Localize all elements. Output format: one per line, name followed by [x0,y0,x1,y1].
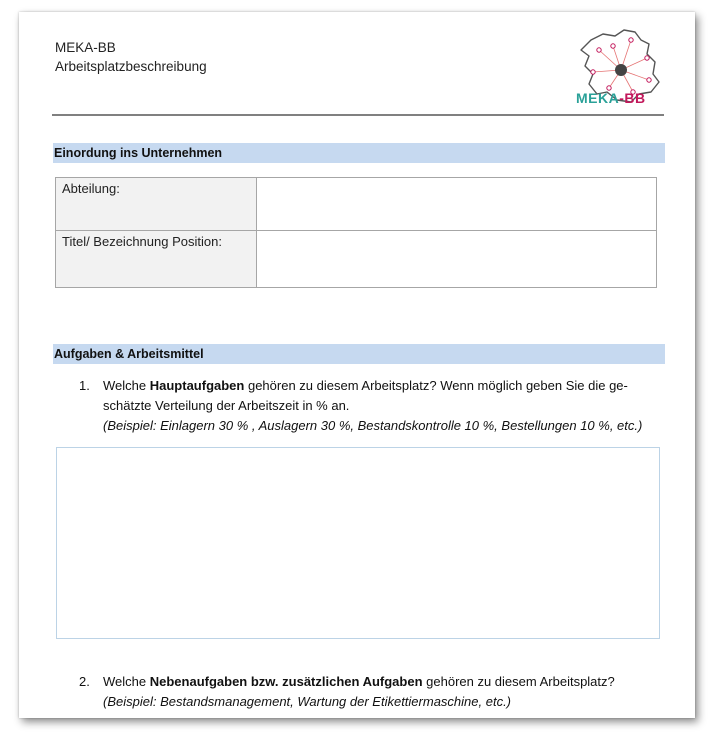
hauptaufgaben-answer-box[interactable] [56,447,660,639]
document-page [19,12,695,718]
question-keyword: Hauptaufgaben [149,378,245,393]
document-header [55,38,207,76]
question-text-line2: schätzte Verteilung der Arbeitszeit in % an. [103,398,350,413]
question-example: (Beispiel: Einlagern 30 % , Auslagern 30 %, Bestandskontrolle 10 %, Bestellungen 10 %, etc.) [103,418,643,433]
question-1 [79,376,659,436]
question-text: Welche Hauptaufgaben gehören zu diesem Arbeitsplatz? Wenn möglich geben Sie die ge- [103,378,628,393]
table-row [56,178,657,231]
org-name: MEKA-BB [55,40,116,55]
position-table [55,177,657,288]
abteilung-field[interactable] [257,178,657,231]
header-divider [52,114,664,116]
logo-wordmark: MEKA-BB [576,90,646,106]
abteilung-label: Abteilung: [56,178,257,231]
document-title: Arbeitsplatzbeschreibung [55,59,207,74]
question-2 [79,672,659,712]
position-title-label: Titel/ Bezeichnung Position: [56,231,257,288]
question-number: 1. [79,378,90,393]
section-heading-einordnung: Einordung ins Unternehmen [53,143,665,163]
position-title-field[interactable] [257,231,657,288]
question-keyword: Nebenaufgaben bzw. zusätzlichen Aufgaben [149,674,423,689]
question-number: 2. [79,674,90,689]
section-heading-aufgaben: Aufgaben & Arbeitsmittel [53,344,665,364]
question-text: Welche Nebenaufgaben bzw. zusätzlichen Aufgaben gehören zu diesem Arbeitsplatz? [103,674,615,689]
table-row [56,231,657,288]
question-example: (Beispiel: Bestandsmanagement, Wartung der Etikettiermaschine, etc.) [103,694,512,709]
